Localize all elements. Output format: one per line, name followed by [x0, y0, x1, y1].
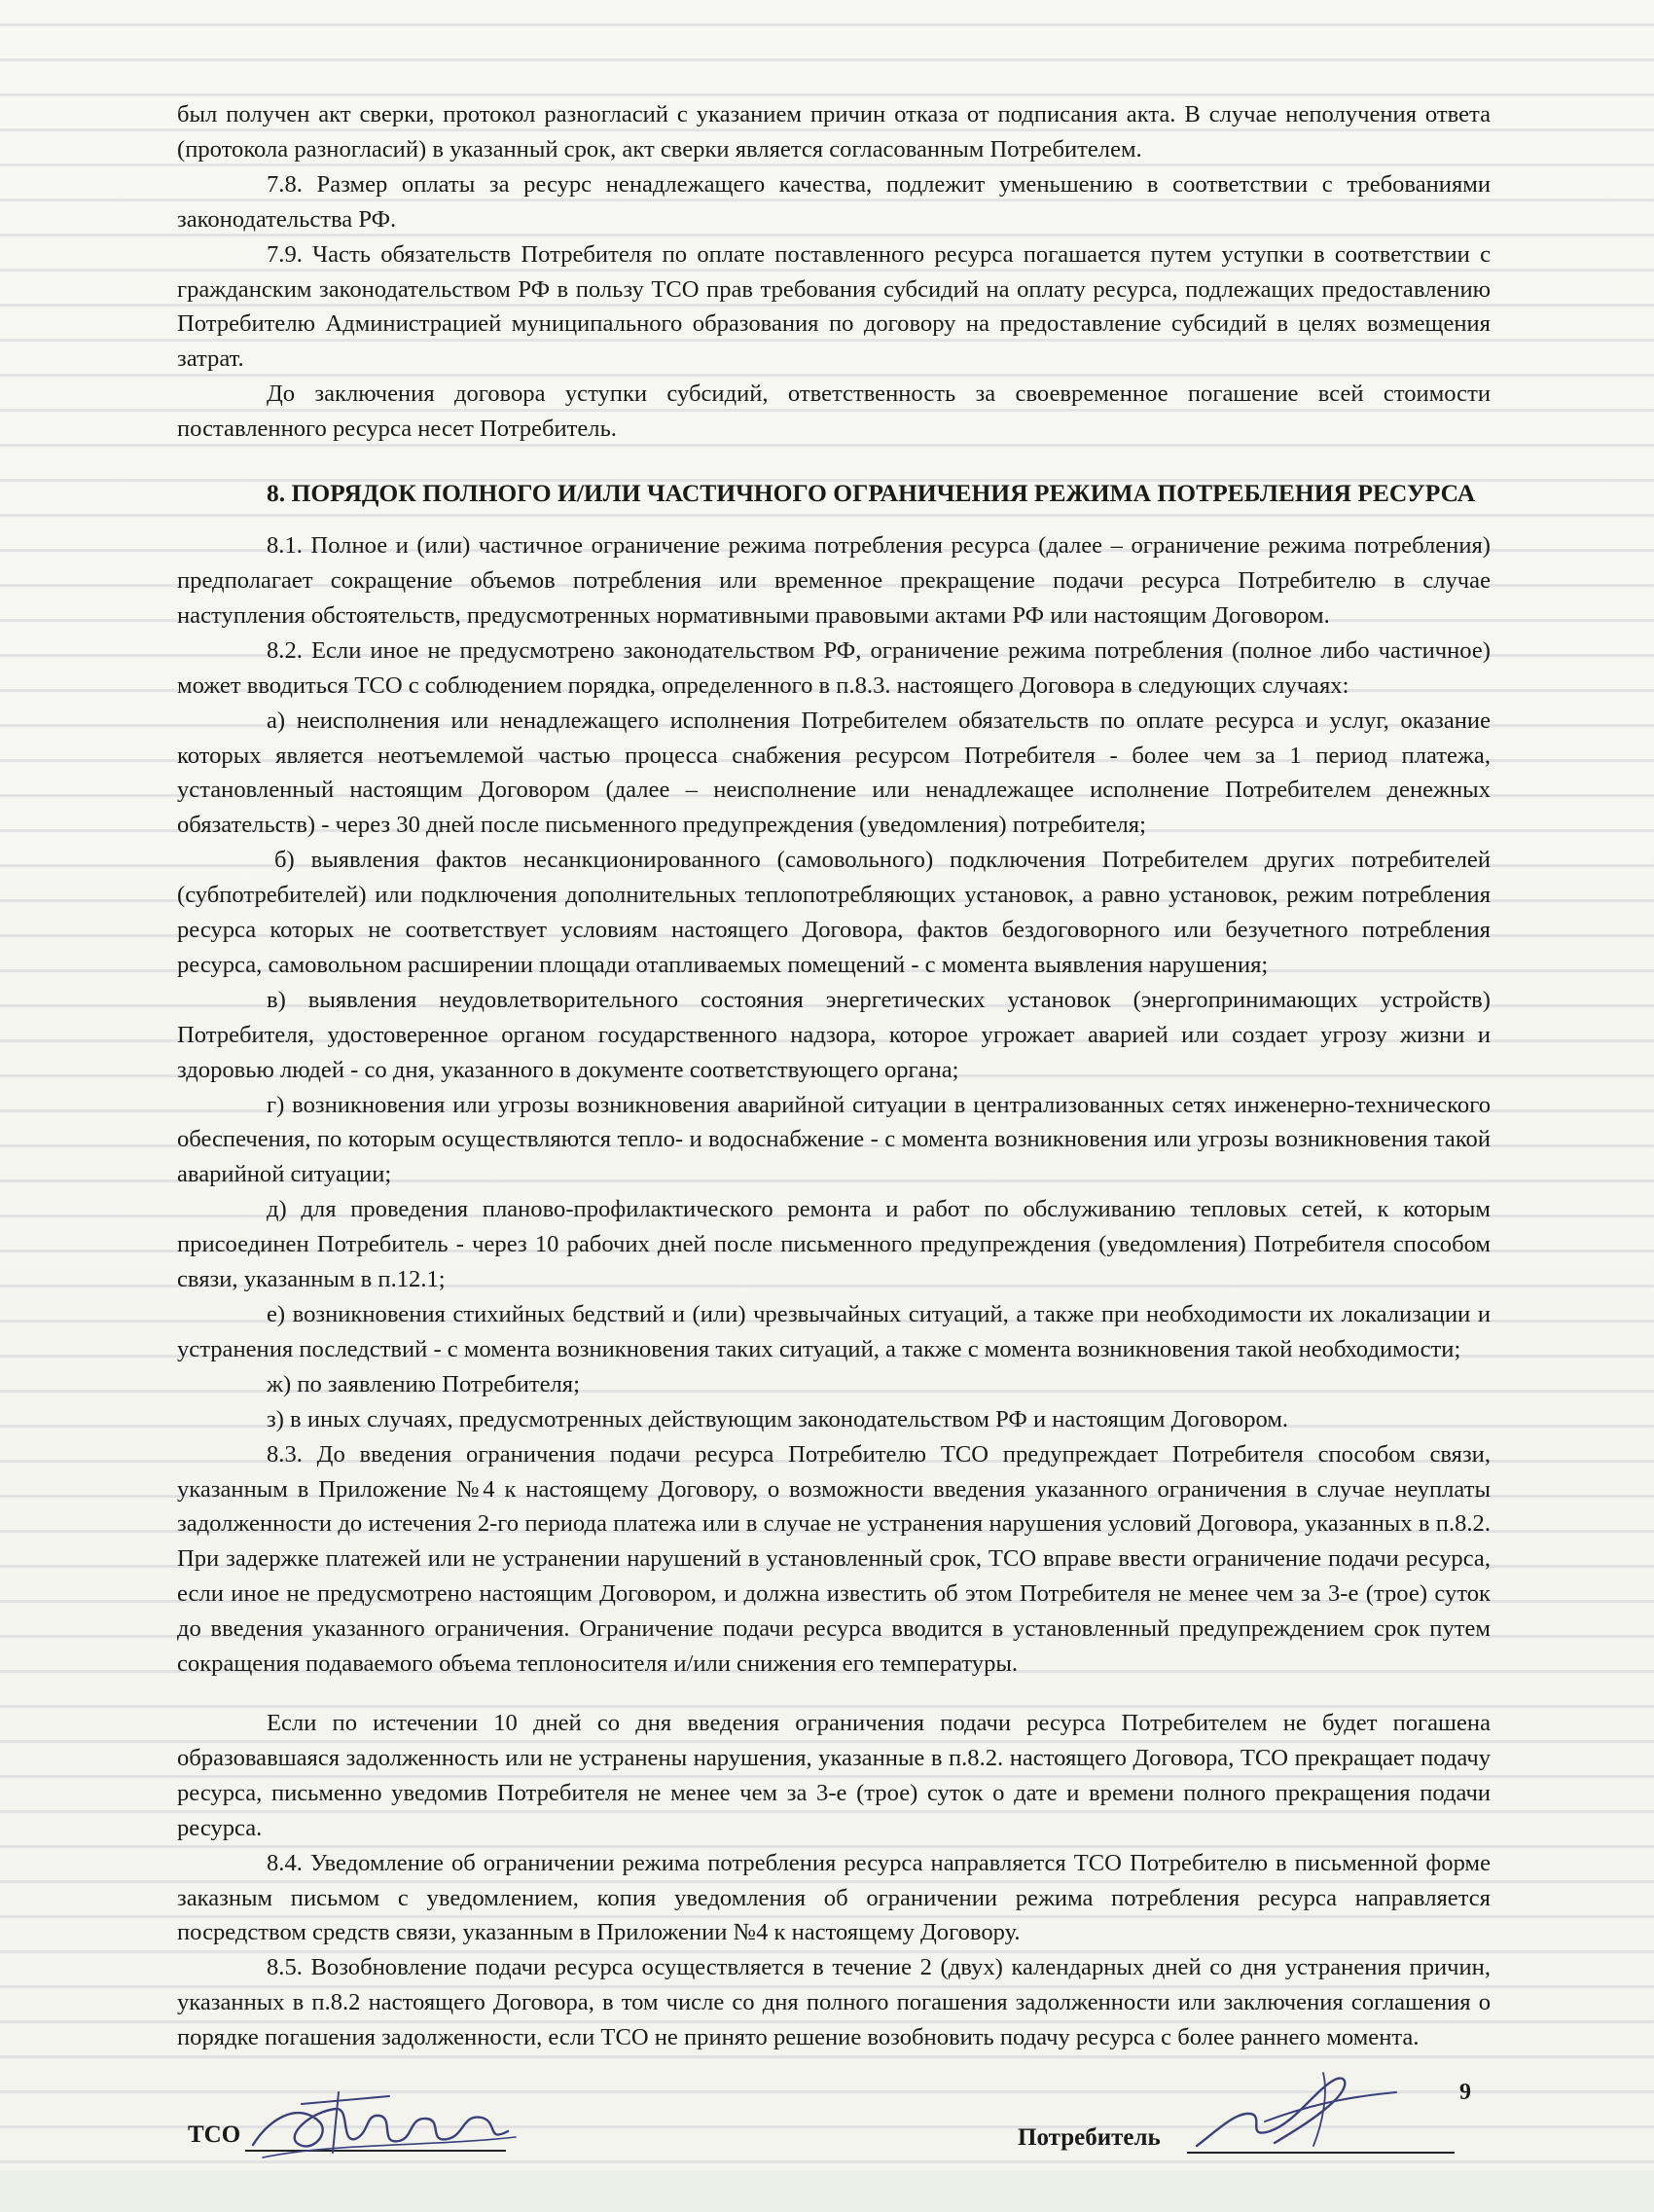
document-body	[177, 97, 1491, 2055]
paragraph-7-9-note: До заключения договора уступки субсидий, ответственность за своевременное погашение всей стоимости поставленного ресурса несет Потребитель.	[177, 381, 1491, 443]
paragraph-7-8: 7.8. Размер оплаты за ресурс ненадлежащего качества, подлежит уменьшению в соответствии с требованиями законодательства РФ.	[177, 170, 1491, 233]
paragraph-8-2-a: а) неисполнения или ненадлежащего исполнения Потребителем обязательств по оплате ресурса и услуг, оказание которых является неотъемлемой частью процесса снабжения ресурсом Потребителя - более чем за 1 период платежа, установленный настоящим Договором (далее – неисполнение или ненадлежащее исполнение Потребителем денежных обязательств) - через 30 дней после письменного предупреждения (уведомления) потребителя;	[177, 707, 1491, 839]
paragraph-7-9: 7.9. Часть обязательств Потребителя по оплате поставленного ресурса погашается путем уступки в соответствии с гражданским законодательством РФ в пользу ТСО прав требования субсидий на оплату ресурса, подлежащих предоставлению Потребителю Администрацией муниципального образования по договору на предоставление субсидий в целях возмещения затрат.	[177, 240, 1491, 373]
consumer-signature-image	[1177, 2053, 1411, 2160]
paragraph-8-3: 8.3. До введения ограничения подачи ресурса Потребителю ТСО предупреждает Потребителя способом связи, указанным в Приложение №4 к настоящему Договору, о возможности введения указанного ограничения в случае неуплаты задолженности до истечения 2-го периода платежа или в случае не устранения нарушения условий Договора, указанных в п.8.2. При задержке платежей или не устранении нарушений в установленный срок, ТСО вправе ввести ограничение подачи ресурса, если иное не предусмотрено настоящим Договором, и должна известить об этом Потребителя не менее чем за 3-е (трое) суток до введения указанного ограничения. Ограничение подачи ресурса вводится в установленный предупреждением срок путем сокращения подаваемого объема теплоносителя и/или снижения его температуры.	[177, 1440, 1491, 1678]
page-number: 9	[1459, 2080, 1471, 2105]
tso-label: ТСО	[188, 2121, 241, 2148]
paragraph-8-1: 8.1. Полное и (или) частичное ограничение режима потребления ресурса (далее – ограничение режима потребления) предполагает сокращение объемов потребления или временное прекращение подачи ресурса Потребителю в случае наступления обстоятельств, предусмотренных нормативными правовыми актами РФ или настоящим Договором.	[177, 532, 1491, 629]
paragraph-8-4: 8.4. Уведомление об ограничении режима потребления ресурса направляется ТСО Потребителю в письменной форме заказным письмом с уведомлением, копия уведомления об ограничении режима потребления ресурса направляется посредством средств связи, указанным в Приложении №4 к настоящему Договору.	[177, 1849, 1491, 1946]
paragraph-8-2-zh: ж) по заявлению Потребителя;	[267, 1370, 580, 1397]
spacer	[177, 1682, 1491, 1706]
paragraph-8-5: 8.5. Возобновление подачи ресурса осуществляется в течение 2 (двух) календарных дней со дня устранения причин, указанных в п.8.2 настоящего Договора, в том числе со дня полного погашения задолженности или заключения соглашения о порядке погашения задолженности, если ТСО не принято решение возобновить подачу ресурса с более раннего момента.	[177, 1954, 1491, 2051]
paragraph-8-2-b: б) выявления фактов несанкционированного (самовольного) подключения Потребителем других потребителей (субпотребителей) или подключения дополнительных теплопотребляющих установок, а равно установок, режим потребления ресурса которых не соответствует условиям настоящего Договора, фактов бездоговорного или безучетного потребления ресурса, самовольном расширении площади отапливаемых помещений - с момента выявления нарушения;	[177, 847, 1491, 978]
signature-footer	[0, 2053, 1654, 2170]
section-8-title: 8. ПОРЯДОК ПОЛНОГО И/ИЛИ ЧАСТИЧНОГО ОГРАНИЧЕНИЯ РЕЖИМА ПОТРЕБЛЕНИЯ РЕСУРСА	[267, 479, 1476, 508]
paragraph-8-2-v: в) выявления неудовлетворительного состояния энергетических установок (энергопринимающих устройств) Потребителя, удостоверенное органом государственного надзора, которое угрожает аварией или создает угрозу жизни и здоровью людей - со дня, указанного в документе соответствующего органа;	[177, 986, 1491, 1083]
paragraph-8-2: 8.2. Если иное не предусмотрено законодательством РФ, ограничение режима потребления (полное либо частичное) может вводиться ТСО с соблюдением порядка, определенного в п.8.3. настоящего Договора в следующих случаях:	[177, 636, 1491, 699]
paragraph-8-2-e: е) возникновения стихийных бедствий и (или) чрезвычайных ситуаций, а также при необходимости их локализации и устранения последствий - с момента возникновения таких ситуаций, а также с момента возникновения такой необходимости;	[177, 1301, 1491, 1362]
paragraph-8-2-z: з) в иных случаях, предусмотренных действующим законодательством РФ и настоящим Договором.	[267, 1405, 1289, 1432]
paragraph-8-2-g: г) возникновения или угрозы возникновения аварийной ситуации в централизованных сетях инженерно-технического обеспечения, по которым осуществляются тепло- и водоснабжение - с момента возникновения или угрозы возникновения такой аварийной ситуации;	[177, 1091, 1491, 1188]
paragraph-8-3-termination: Если по истечении 10 дней со дня введения ограничения подачи ресурса Потребителем не будет погашена образовавшаяся задолженность или не устранены нарушения, указанные в п.8.2. настоящего Договора, ТСО прекращает подачу ресурса, письменно уведомив Потребителя не менее чем за 3-е (трое) суток о дате и времени полного прекращения подачи ресурса.	[177, 1709, 1491, 1841]
scan-bottom-edge	[0, 2170, 1654, 2212]
tso-signature-image	[243, 2075, 535, 2172]
paragraph-7-7-continued: был получен акт сверки, протокол разногласий с указанием причин отказа от подписания акта. В случае неполучения ответа (протокола разногласий) в указанный срок, акт сверки является согласованным Потребителем.	[177, 101, 1491, 163]
paragraph-8-2-d: д) для проведения планово-профилактического ремонта и работ по обслуживанию тепловых сетей, к которым присоединен Потребитель - через 10 рабочих дней после письменного предупреждения (уведомления) Потребителя способом связи, указанным в п.12.1;	[177, 1196, 1491, 1293]
consumer-label: Потребитель	[1018, 2124, 1161, 2151]
